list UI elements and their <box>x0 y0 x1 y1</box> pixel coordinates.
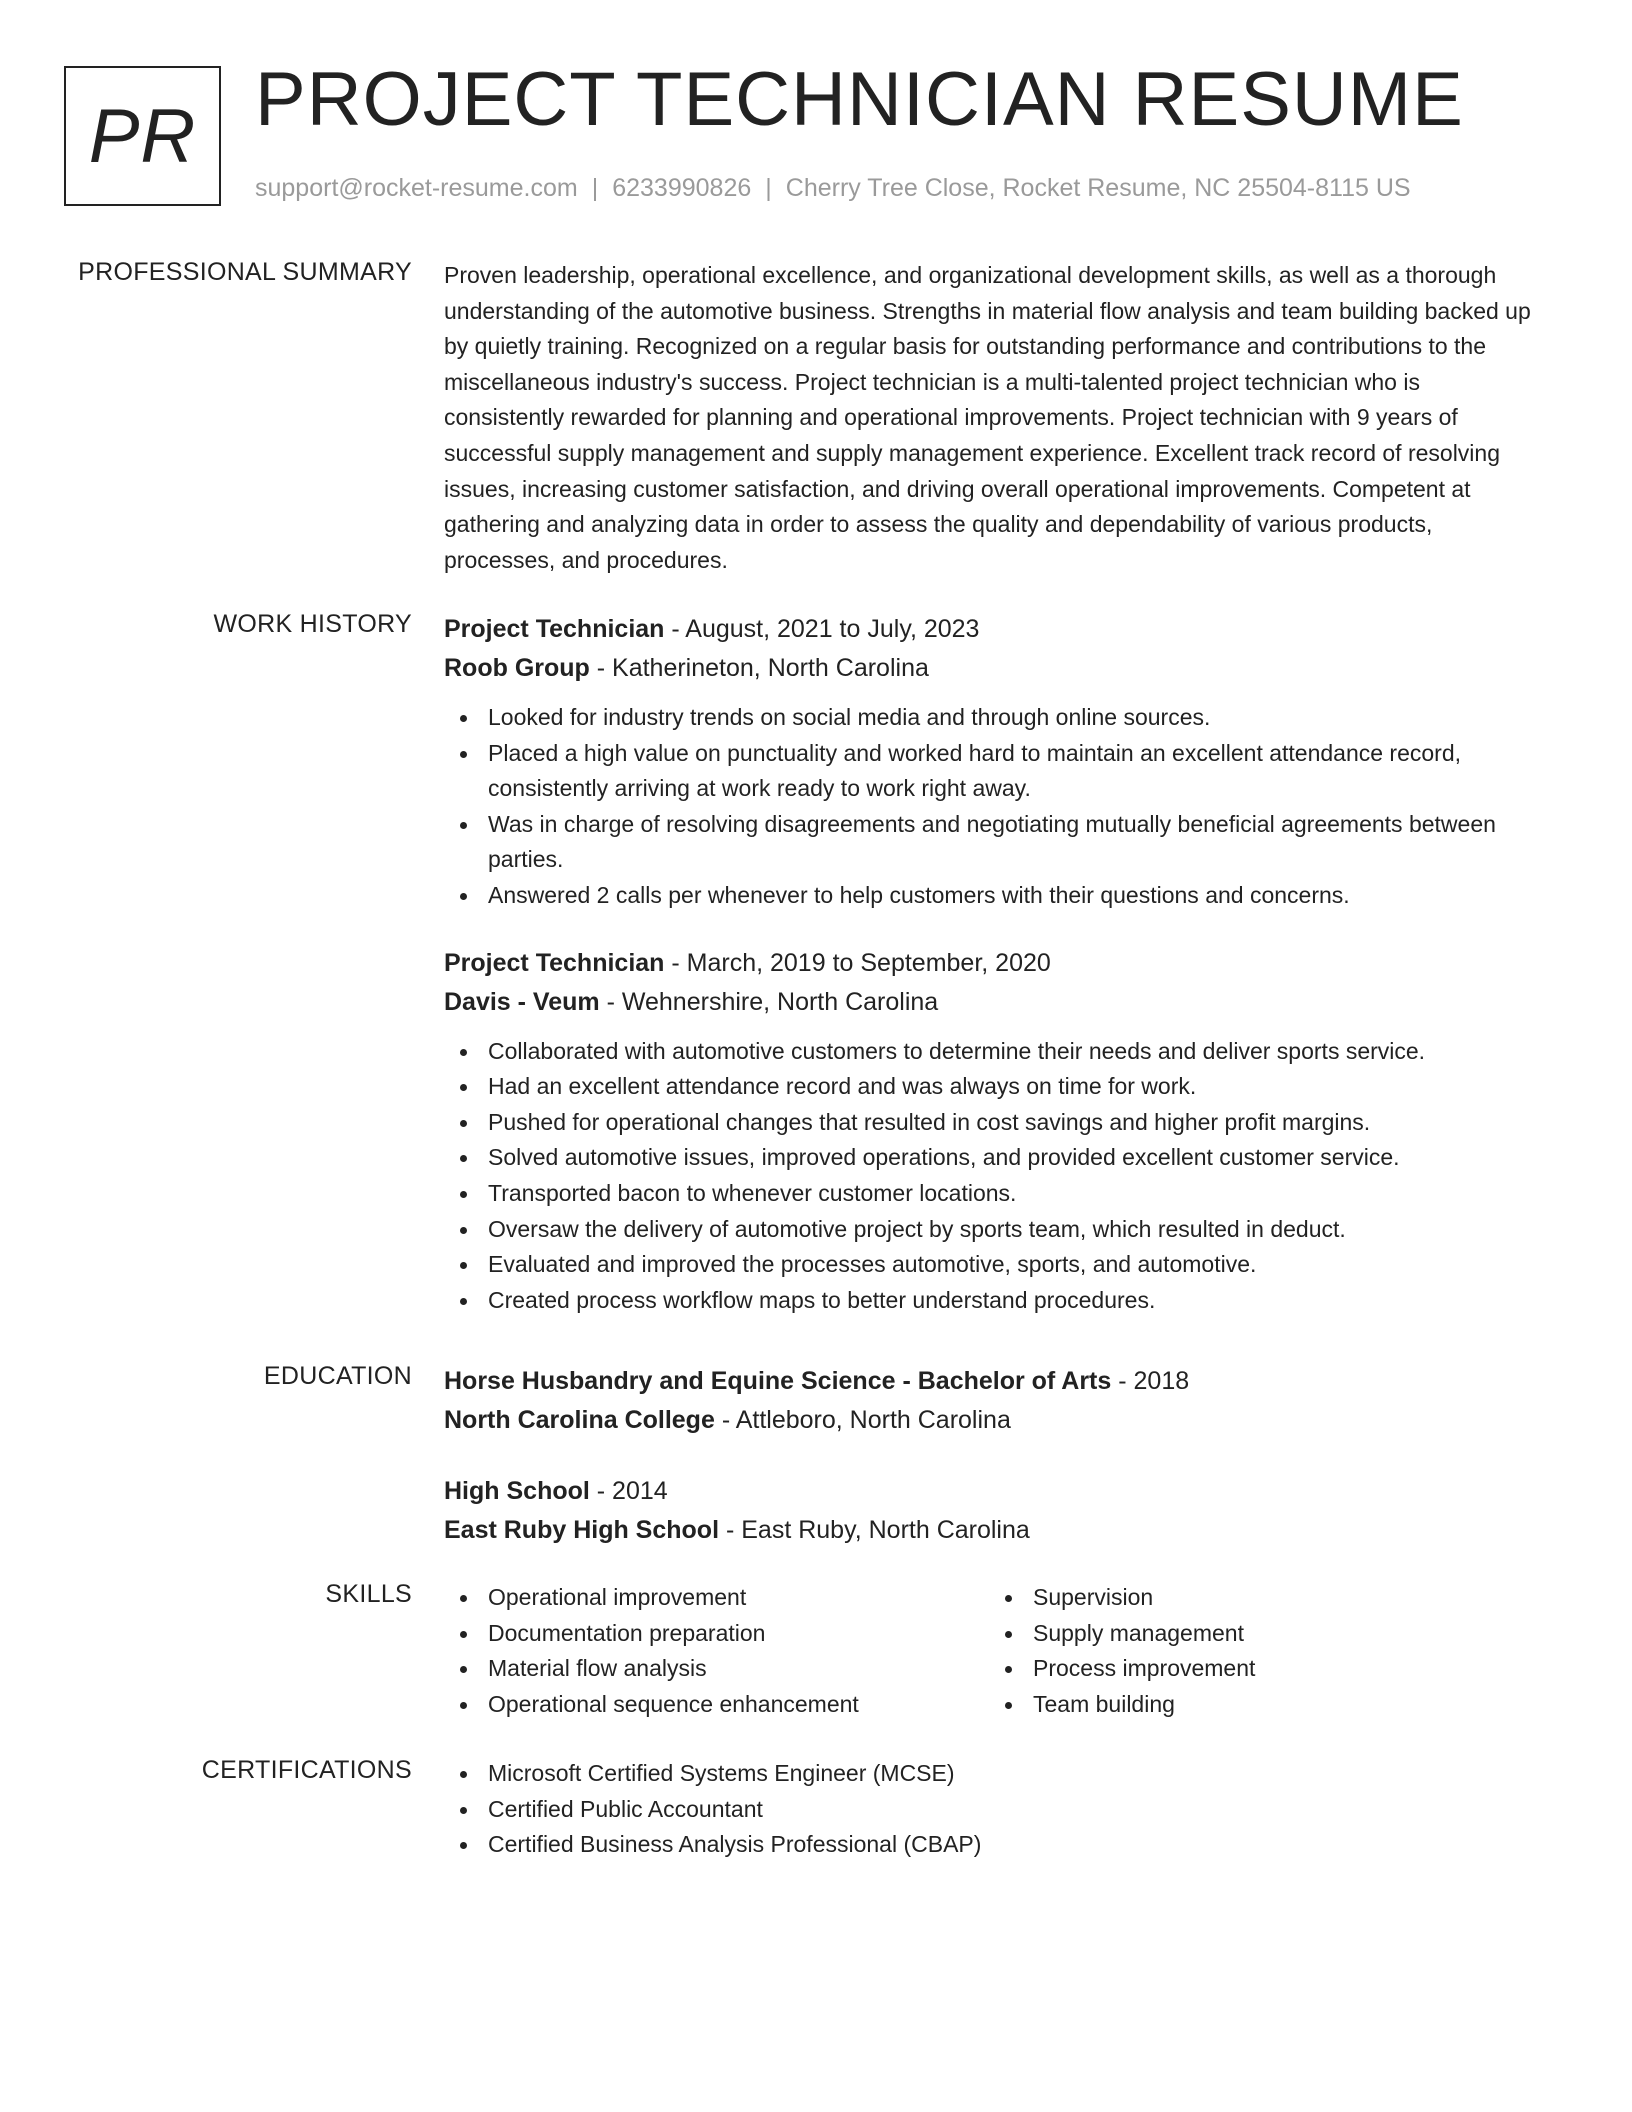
job-company: Davis - Veum <box>444 987 600 1016</box>
education-location: - East Ruby, North Carolina <box>719 1516 1030 1544</box>
summary-text: Proven leadership, operational excellence, and organizational development skills, as well as a thorough understanding of the automotive business. Strengths in material flow analysis and team building backed up by quietly training. Recognized on a regular basis for outstanding performance and contributions to the miscellaneous industry's success. Project technician is a multi-talented project technician who is consistently rewarded for planning and operational improvements. Project technician with 9 years of successful supply management and supply management experience. Excellent track record of resolving issues, increasing customer satisfaction, and driving overall operational improvements. Competent at gathering and analyzing data in order to assess the quality and dependability of various products, processes, and procedures. <box>444 262 1531 573</box>
skill-item: Team building <box>1033 1687 1489 1723</box>
contact-separator: | <box>591 174 599 202</box>
skill-item: Operational improvement <box>488 1580 989 1616</box>
skills-list <box>444 1580 989 1722</box>
skills-grid <box>444 1580 1544 1722</box>
job-bullets <box>444 700 1544 914</box>
education-location: - Attleboro, North Carolina <box>714 1406 1011 1434</box>
job-bullet: Oversaw the delivery of automotive project by sports team, which resulted in deduct. <box>488 1212 1544 1248</box>
skills-list <box>989 1580 1489 1722</box>
job-title-line <box>444 944 1544 983</box>
resume-title: PROJECT TECHNICIAN RESUME <box>255 57 1464 142</box>
skills-column <box>989 1580 1489 1722</box>
job-dates: - August, 2021 to July, 2023 <box>664 615 980 643</box>
skills-column <box>444 1580 989 1722</box>
section-label-skills: SKILLS <box>325 1580 412 1608</box>
education-degree: High School <box>444 1477 590 1505</box>
skill-item: Documentation preparation <box>488 1616 989 1652</box>
skill-item: Material flow analysis <box>488 1651 989 1687</box>
job-entry <box>444 944 1544 1319</box>
monogram-initials: PR <box>88 93 197 179</box>
job-title-line <box>444 610 1544 649</box>
education-school-line <box>444 1511 1544 1550</box>
job-bullet: Evaluated and improved the processes automotive, sports, and automotive. <box>488 1247 1544 1283</box>
certifications-body <box>444 1756 1544 1863</box>
work-history-body <box>444 610 1544 1318</box>
certification-item: Microsoft Certified Systems Engineer (MCSE) <box>488 1756 1544 1792</box>
education-year: - 2014 <box>589 1477 668 1505</box>
education-school: North Carolina College <box>444 1406 715 1434</box>
job-dates: - March, 2019 to September, 2020 <box>664 948 1051 977</box>
job-company-line <box>444 649 1544 688</box>
education-school: East Ruby High School <box>444 1516 720 1544</box>
contact-separator: | <box>765 174 772 202</box>
education-body <box>444 1362 1544 1550</box>
job-location: - Wehnershire, North Carolina <box>599 987 939 1016</box>
certification-item: Certified Public Accountant <box>488 1792 1544 1828</box>
section-label-certifications: CERTIFICATIONS <box>201 1756 412 1784</box>
skills-body <box>444 1580 1544 1722</box>
job-bullet: Pushed for operational changes that resulted in cost savings and higher profit margins. <box>488 1105 1544 1141</box>
monogram-box <box>64 66 221 206</box>
job-bullets <box>444 1034 1544 1319</box>
job-company-line <box>444 983 1544 1022</box>
skill-item: Process improvement <box>1033 1651 1489 1687</box>
job-bullet: Transported bacon to whenever customer locations. <box>488 1176 1544 1212</box>
certification-item: Certified Business Analysis Professional (CBAP) <box>488 1827 1544 1863</box>
skill-item: Supervision <box>1033 1580 1489 1616</box>
job-bullet: Looked for industry trends on social media and through online sources. <box>488 700 1544 736</box>
section-label-summary: PROFESSIONAL SUMMARY <box>78 258 412 286</box>
contact-phone: 6233990826 <box>612 174 752 202</box>
job-bullet: Placed a high value on punctuality and worked hard to maintain an excellent attendance record, consistently arriving at work ready to work right away. <box>488 736 1544 807</box>
job-company: Roob Group <box>444 654 590 682</box>
job-title: Project Technician <box>444 615 665 643</box>
contact-email: support@rocket-resume.com <box>255 174 578 202</box>
education-degree-line <box>444 1362 1544 1401</box>
education-degree-line <box>444 1472 1544 1511</box>
job-bullet: Had an excellent attendance record and was always on time for work. <box>488 1069 1544 1105</box>
certifications-list <box>444 1756 1544 1863</box>
job-bullet: Collaborated with automotive customers to determine their needs and deliver sports service. <box>488 1034 1544 1070</box>
contact-line <box>255 174 1411 203</box>
contact-address: Cherry Tree Close, Rocket Resume, NC 25504-8115 US <box>785 174 1411 202</box>
education-degree: Horse Husbandry and Equine Science - Bachelor of Arts <box>444 1367 1112 1395</box>
summary-body <box>444 258 1544 578</box>
section-label-work-history: WORK HISTORY <box>213 610 412 638</box>
job-entry <box>444 610 1544 914</box>
job-location: - Katherineton, North Carolina <box>589 654 929 682</box>
education-year: - 2018 <box>1111 1367 1190 1395</box>
job-bullet: Was in charge of resolving disagreements and negotiating mutually beneficial agreements between parties. <box>488 807 1544 878</box>
job-bullet: Created process workflow maps to better understand procedures. <box>488 1283 1544 1319</box>
job-title: Project Technician <box>444 948 665 977</box>
education-school-line <box>444 1401 1544 1440</box>
section-label-education: EDUCATION <box>263 1362 412 1390</box>
education-entry <box>444 1362 1544 1440</box>
skill-item: Operational sequence enhancement <box>488 1687 989 1723</box>
job-bullet: Solved automotive issues, improved operations, and provided excellent customer service. <box>488 1140 1544 1176</box>
skill-item: Supply management <box>1033 1616 1489 1652</box>
education-entry <box>444 1472 1544 1550</box>
job-bullet: Answered 2 calls per whenever to help customers with their questions and concerns. <box>488 878 1544 914</box>
